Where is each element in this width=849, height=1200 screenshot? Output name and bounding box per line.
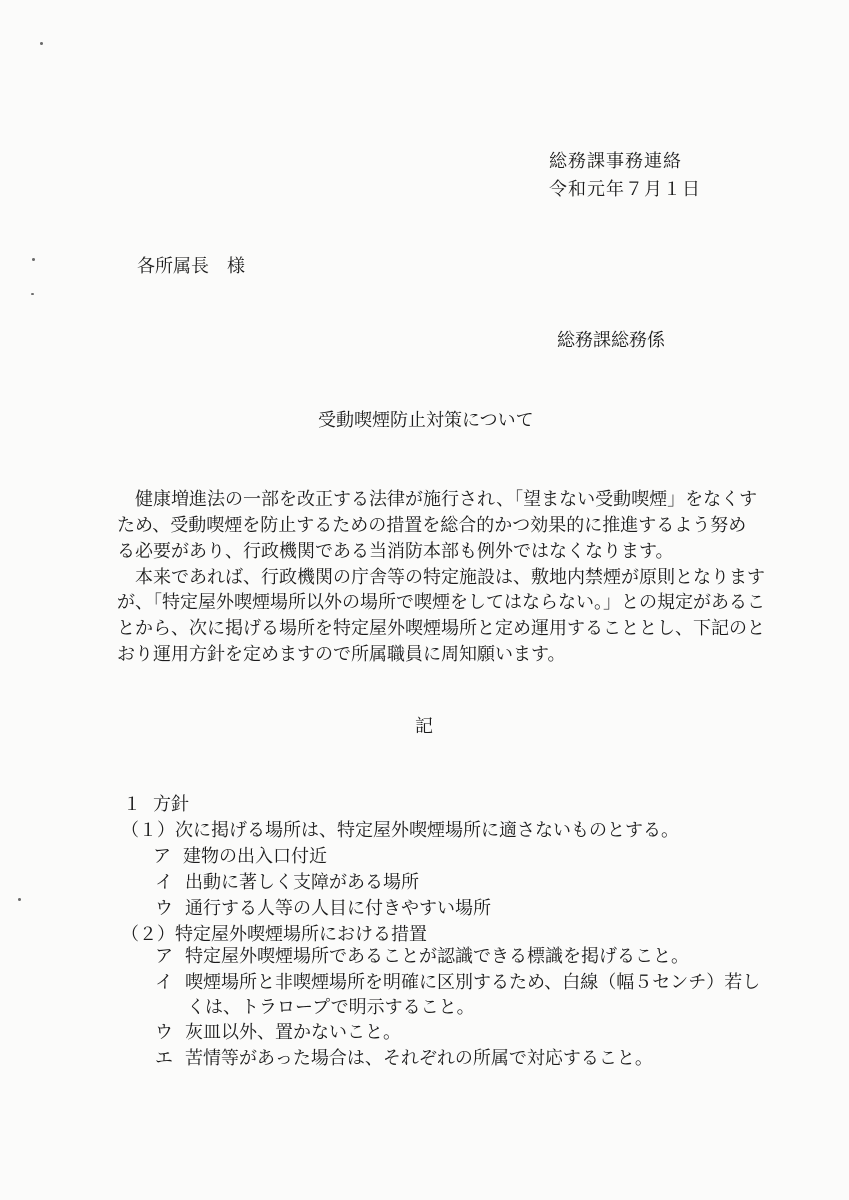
list-item [155,948,689,966]
item-marker: イ [155,872,173,893]
body-line: が、「特定屋外喫煙場所以外の場所で喫煙をしてはならない。」との規定があるこ [117,592,765,613]
memo-date: 令和元年７月１日 [549,179,701,200]
scan-speck [32,258,35,261]
subsection-marker: （２） [121,924,175,945]
body-line: とから、次に掲げる場所を特定屋外喫煙場所と定め運用することとし、下記のと [117,618,765,639]
list-item [155,1050,653,1068]
list-item [153,848,327,866]
memo-type: 総務課事務連絡 [549,151,682,172]
item-marker: ウ [155,1022,173,1043]
item-marker: ア [155,946,173,967]
subsection-text: 特定屋外喫煙場所における措置 [175,924,427,945]
item-text: 特定屋外喫煙場所であることが認識できる標識を掲げること。 [185,946,689,967]
scan-speck [18,898,21,901]
body-line: ため、受動喫煙を防止するための措置を総合的かつ効果的に推進するよう努め [117,515,747,536]
item-marker: ア [153,846,171,867]
item-marker: イ [155,972,173,993]
body-line: 本来であれば、行政機関の庁舎等の特定施設は、敷地内禁煙が原則となります [117,567,765,588]
subsection-heading [121,822,679,840]
item-text: 通行する人等の人目に付きやすい場所 [185,898,491,919]
section-number: １ [123,794,141,815]
list-item [155,874,419,892]
document-title: 受動喫煙防止対策について [318,410,534,431]
item-text: 灰皿以外、置かないこと。 [185,1022,401,1043]
item-marker: ウ [155,898,173,919]
item-text: 喫煙場所と非喫煙場所を明確に区別するため、白線（幅５センチ）若し [185,972,761,993]
ki-heading: 記 [415,716,433,737]
subsection-text: 次に掲げる場所は、特定屋外喫煙場所に適さないものとする。 [175,820,679,841]
list-item [155,1024,401,1042]
addressee: 各所属長 様 [137,256,245,277]
item-text: 建物の出入口付近 [183,846,327,867]
body-line: 健康増進法の一部を改正する法律が施行され、「望まない受動喫煙」をなくす [117,489,758,510]
list-item-continuation: くは、トラロープで明示すること。 [187,997,475,1018]
scan-speck [40,42,43,45]
subsection-heading [121,926,427,944]
scan-speck [31,293,34,295]
item-text: 苦情等があった場合は、それぞれの所属で対応すること。 [185,1048,653,1069]
sender: 総務課総務係 [557,330,665,351]
item-marker: エ [155,1048,173,1069]
subsection-marker: （１） [121,820,175,841]
item-text: 出動に著しく支障がある場所 [185,872,419,893]
list-item [155,974,760,992]
body-line: る必要があり、行政機関である当消防本部も例外ではなくなります。 [117,541,674,562]
section-label: 方針 [153,794,189,815]
section-heading [123,796,189,814]
body-line: おり運用方針を定めますので所属職員に周知願います。 [117,644,566,665]
list-item [155,900,491,918]
